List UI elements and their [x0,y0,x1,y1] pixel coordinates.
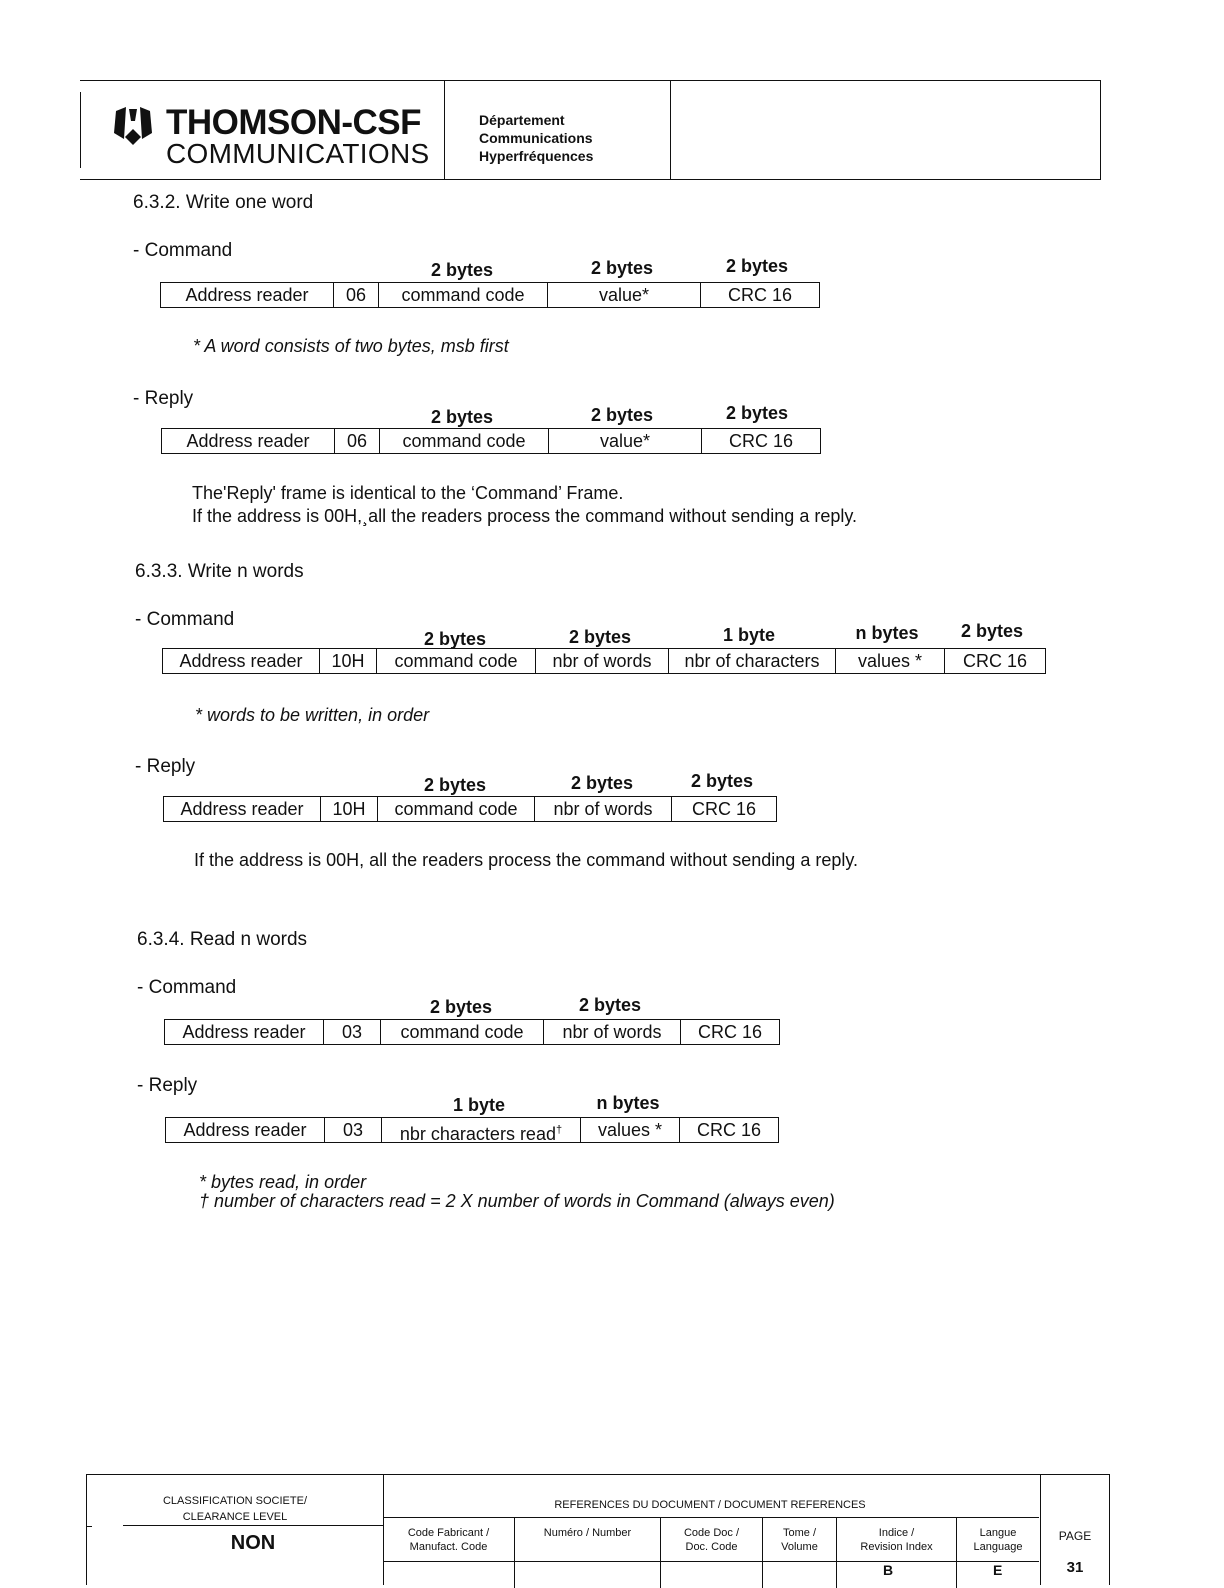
byte-count: 2 bytes [578,995,642,1015]
frame-cell: 03 [324,1020,381,1044]
frame-cell: CRC 16 [727,285,793,305]
byte-count: 2 bytes [429,997,493,1017]
frame-cell: Address reader [161,283,334,307]
logo-subtitle: COMMUNICATIONS [166,138,430,169]
reference-values [383,1561,1039,1586]
byte-count: 2 bytes [590,258,654,278]
classification-line: CLEARANCE LEVEL [182,1511,288,1523]
frame-cell: 06 [334,283,379,307]
frame-cell: Address reader [164,797,321,821]
frame-cell: 03 [325,1118,382,1142]
byte-count: 1 byte [722,625,776,645]
command-frame [164,1019,780,1045]
byte-count: 2 bytes [423,629,487,649]
col-text: Language [973,1541,1023,1553]
frame-cell: 06 [335,429,380,453]
department-line: Communications [479,130,593,146]
frame-cell-text: nbr characters read [399,1124,556,1144]
col-text: Revision Index [860,1541,933,1553]
footnote: † number of characters read = 2 X number of words in Command (always even) [199,1191,835,1211]
frame-cell: values * [581,1118,680,1142]
company-logo [80,81,445,179]
reply-frame [165,1117,779,1143]
reply-label: - Reply [133,388,194,409]
classification-block [87,1475,384,1585]
byte-count: 2 bytes [725,256,789,276]
col-text: Langue [979,1527,1017,1539]
frame-cell-with-dagger [382,1118,581,1142]
byte-count: n bytes [855,623,919,643]
byte-count: 2 bytes [430,407,494,427]
reply-label: - Reply [137,1075,198,1096]
section-heading: 6.3.3. Write n words [135,561,304,582]
thomson-logo-icon [110,103,156,149]
body-text: The'Reply' frame is identical to the ‘Command’ Frame. [192,483,624,503]
col-text: Code Doc / [683,1527,740,1539]
document-header [80,80,1101,180]
body-text: If the address is 00H,¸all the readers process the command without sending a reply. [192,506,858,526]
byte-count: 2 bytes [725,403,789,423]
frame-cell: nbr of words [544,1020,681,1044]
language-value: E [993,1562,1003,1578]
frame-cell: command code [377,649,536,673]
frame-cell: CRC 16 [697,1022,763,1042]
frame-cell: value* [549,429,702,453]
frame-cell: CRC 16 [962,651,1028,671]
col-text: Doc. Code [685,1541,738,1553]
frame-cell: command code [381,1020,544,1044]
reply-frame [161,428,821,454]
footnote: * A word consists of two bytes, msb first [193,336,509,356]
col-text: Volume [781,1541,818,1553]
command-label: - Command [137,977,237,998]
frame-cell: Address reader [166,1118,325,1142]
frame-cell: Address reader [163,649,320,673]
byte-count: 1 byte [452,1095,506,1115]
logo-title: THOMSON-CSF [166,103,422,142]
classification-value: NON [123,1525,383,1555]
classification-title [87,1493,383,1525]
frame-cell: Address reader [162,429,335,453]
byte-count: 2 bytes [568,627,632,647]
frame-cell: 10H [320,649,377,673]
dagger-mark: † [555,1124,563,1136]
command-frame [162,648,1046,674]
page-block [1040,1475,1109,1585]
col-text: Code Fabricant / [407,1527,490,1539]
command-label: - Command [133,240,233,261]
section-heading: 6.3.4. Read n words [137,929,308,950]
footnote: * bytes read, in order [199,1172,367,1192]
byte-count: 2 bytes [423,775,487,795]
frame-cell: nbr of words [535,797,672,821]
frame-cell: CRC 16 [691,799,757,819]
section-heading: 6.3.2. Write one word [133,192,314,213]
document-footer [86,1474,1110,1585]
frame-cell: command code [378,797,535,821]
byte-count: 2 bytes [570,773,634,793]
department-line: Département [479,112,565,128]
body-text: If the address is 00H, all the readers process the command without sending a reply. [194,850,859,870]
frame-cell: command code [380,429,549,453]
frame-cell: CRC 16 [696,1120,762,1140]
department-block [445,81,671,179]
frame-cell: nbr of words [536,649,669,673]
col-text: Manufact. Code [409,1541,488,1553]
page-label: PAGE [1058,1529,1092,1543]
frame-cell: 10H [321,797,378,821]
revision-value: B [883,1562,894,1578]
col-text: Tome / [782,1527,816,1539]
col-text: Indice / [878,1527,915,1539]
byte-count: 2 bytes [430,260,494,280]
frame-cell: value* [548,283,701,307]
frame-cell: nbr of characters [669,649,836,673]
command-label: - Command [135,609,235,630]
byte-count: 2 bytes [590,405,654,425]
byte-count: 2 bytes [960,621,1024,641]
references-title: REFERENCES DU DOCUMENT / DOCUMENT REFERENCES [554,1499,866,1511]
frame-cell: command code [379,283,548,307]
reply-frame [163,796,777,822]
byte-count: 2 bytes [690,771,754,791]
frame-cell: values * [836,649,945,673]
col-text: Numéro / Number [543,1527,632,1539]
frame-cell: Address reader [165,1020,324,1044]
footnote: * words to be written, in order [195,705,430,725]
command-frame [160,282,820,308]
classification-line: CLASSIFICATION SOCIETE/ [162,1495,308,1507]
header-empty-cell [671,81,1100,179]
reply-label: - Reply [135,756,196,777]
department-line: Hyperfréquences [479,148,594,164]
frame-cell: CRC 16 [728,431,794,451]
byte-count: n bytes [596,1093,660,1113]
page-number: 31 [1066,1559,1084,1576]
